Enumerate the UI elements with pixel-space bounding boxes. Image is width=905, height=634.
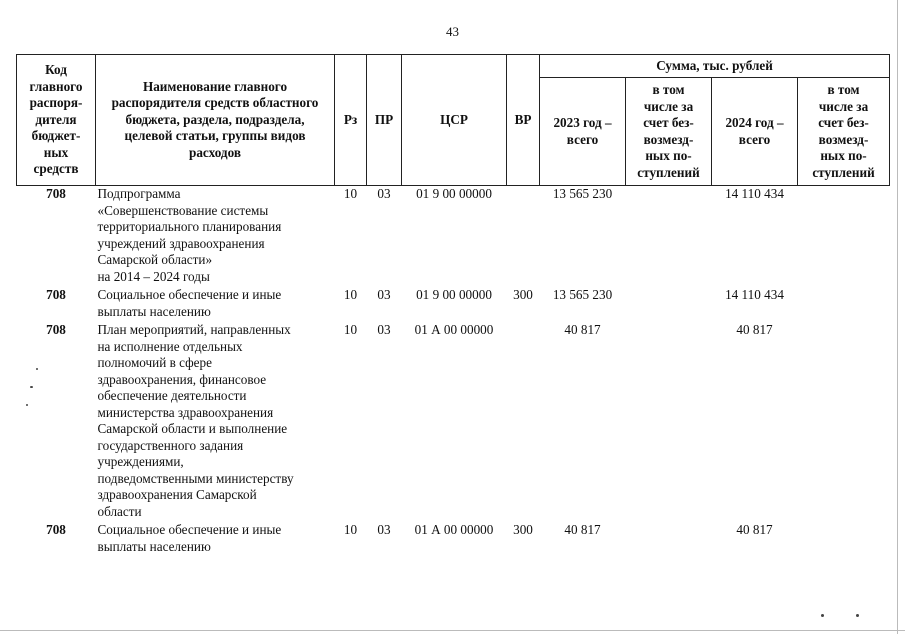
cell-vr: 300 <box>513 287 533 302</box>
cell-code: 708 <box>46 322 66 337</box>
cell-csr: 01 9 00 00000 <box>416 186 492 201</box>
cell-name: Подпрограмма «Совершенствование системы территориального планирования учреждений здравоохранения Самарской области» на 2014 – 2024 годы <box>97 186 282 284</box>
budget-table <box>16 54 890 557</box>
cell-name: Социальное обеспечение и иные выплаты населению <box>97 522 282 554</box>
cell-2024-incl <box>798 287 890 322</box>
cell-2024-incl <box>798 186 890 288</box>
cell-pr: 03 <box>377 322 391 337</box>
scan-speck <box>36 368 38 370</box>
cell-2023-incl <box>626 322 712 522</box>
header-vr: ВР <box>507 55 540 186</box>
cell-csr: 01 А 00 00000 <box>414 522 494 537</box>
cell-csr: 01 9 00 00000 <box>416 287 492 302</box>
scan-speck <box>821 614 824 617</box>
cell-2024-total: 14 110 434 <box>725 287 784 302</box>
cell-2023-incl <box>626 186 712 288</box>
scan-edge-right <box>897 0 898 634</box>
header-pr: ПР <box>367 55 402 186</box>
cell-2023-incl <box>626 522 712 557</box>
header-2023-total: 2023 год – всего <box>540 78 626 186</box>
cell-rz: 10 <box>343 186 358 201</box>
cell-rz: 10 <box>343 522 358 537</box>
table-row <box>17 522 890 557</box>
cell-pr: 03 <box>377 287 391 302</box>
cell-pr: 03 <box>377 186 391 201</box>
cell-rz: 10 <box>343 287 358 302</box>
cell-rz: 10 <box>343 322 358 337</box>
cell-name: План мероприятий, направленных на исполнение отдельных полномочий в сфере здравоохранения, финансовое обеспечение деятельности министерства здравоохранения Самарской области и выполнение государственного задания учреждениями, подведомственными министерству здравоохранения Самарской области <box>97 322 294 519</box>
cell-2024-total: 40 817 <box>736 322 773 337</box>
cell-2023-total: 13 565 230 <box>552 287 613 302</box>
header-2024-incl: в том числе за счет без- возмезд- ных по- ступлений <box>798 78 890 186</box>
cell-2024-incl <box>798 522 890 557</box>
cell-code: 708 <box>46 522 66 537</box>
scan-speck <box>30 386 33 388</box>
cell-2023-total: 13 565 230 <box>552 186 613 201</box>
scan-speck <box>856 614 859 617</box>
cell-code: 708 <box>46 186 66 201</box>
cell-2023-incl <box>626 287 712 322</box>
cell-pr: 03 <box>377 522 391 537</box>
table-row <box>17 287 890 322</box>
header-sum: Сумма, тыс. рублей <box>540 55 890 78</box>
cell-2024-incl <box>798 322 890 522</box>
table-row <box>17 186 890 288</box>
cell-2023-total: 40 817 <box>564 322 601 337</box>
cell-csr: 01 А 00 00000 <box>414 322 494 337</box>
scan-edge-bottom <box>0 630 905 631</box>
cell-code: 708 <box>46 287 66 302</box>
cell-name: Социальное обеспечение и иные выплаты населению <box>97 287 282 319</box>
cell-vr <box>507 186 540 288</box>
header-name: Наименование главного распорядителя средств областного бюджета, раздела, подраздела, целевой статьи, группы видов расходов <box>96 55 335 186</box>
cell-vr <box>507 322 540 522</box>
cell-2024-total: 40 817 <box>736 522 773 537</box>
header-2023-incl: в том числе за счет без- возмезд- ных по- ступлений <box>626 78 712 186</box>
header-csr: ЦСР <box>402 55 507 186</box>
header-2024-total: 2024 год – всего <box>712 78 798 186</box>
header-code: Код главного распоря- дителя бюджет- ных средств <box>17 55 96 186</box>
header-row-1 <box>17 55 890 78</box>
page-number: 43 <box>446 24 459 39</box>
scan-speck <box>26 404 28 406</box>
cell-2024-total: 14 110 434 <box>725 186 784 201</box>
table-row <box>17 322 890 522</box>
cell-2023-total: 40 817 <box>564 522 601 537</box>
cell-vr: 300 <box>513 522 533 537</box>
header-rz: Рз <box>335 55 367 186</box>
